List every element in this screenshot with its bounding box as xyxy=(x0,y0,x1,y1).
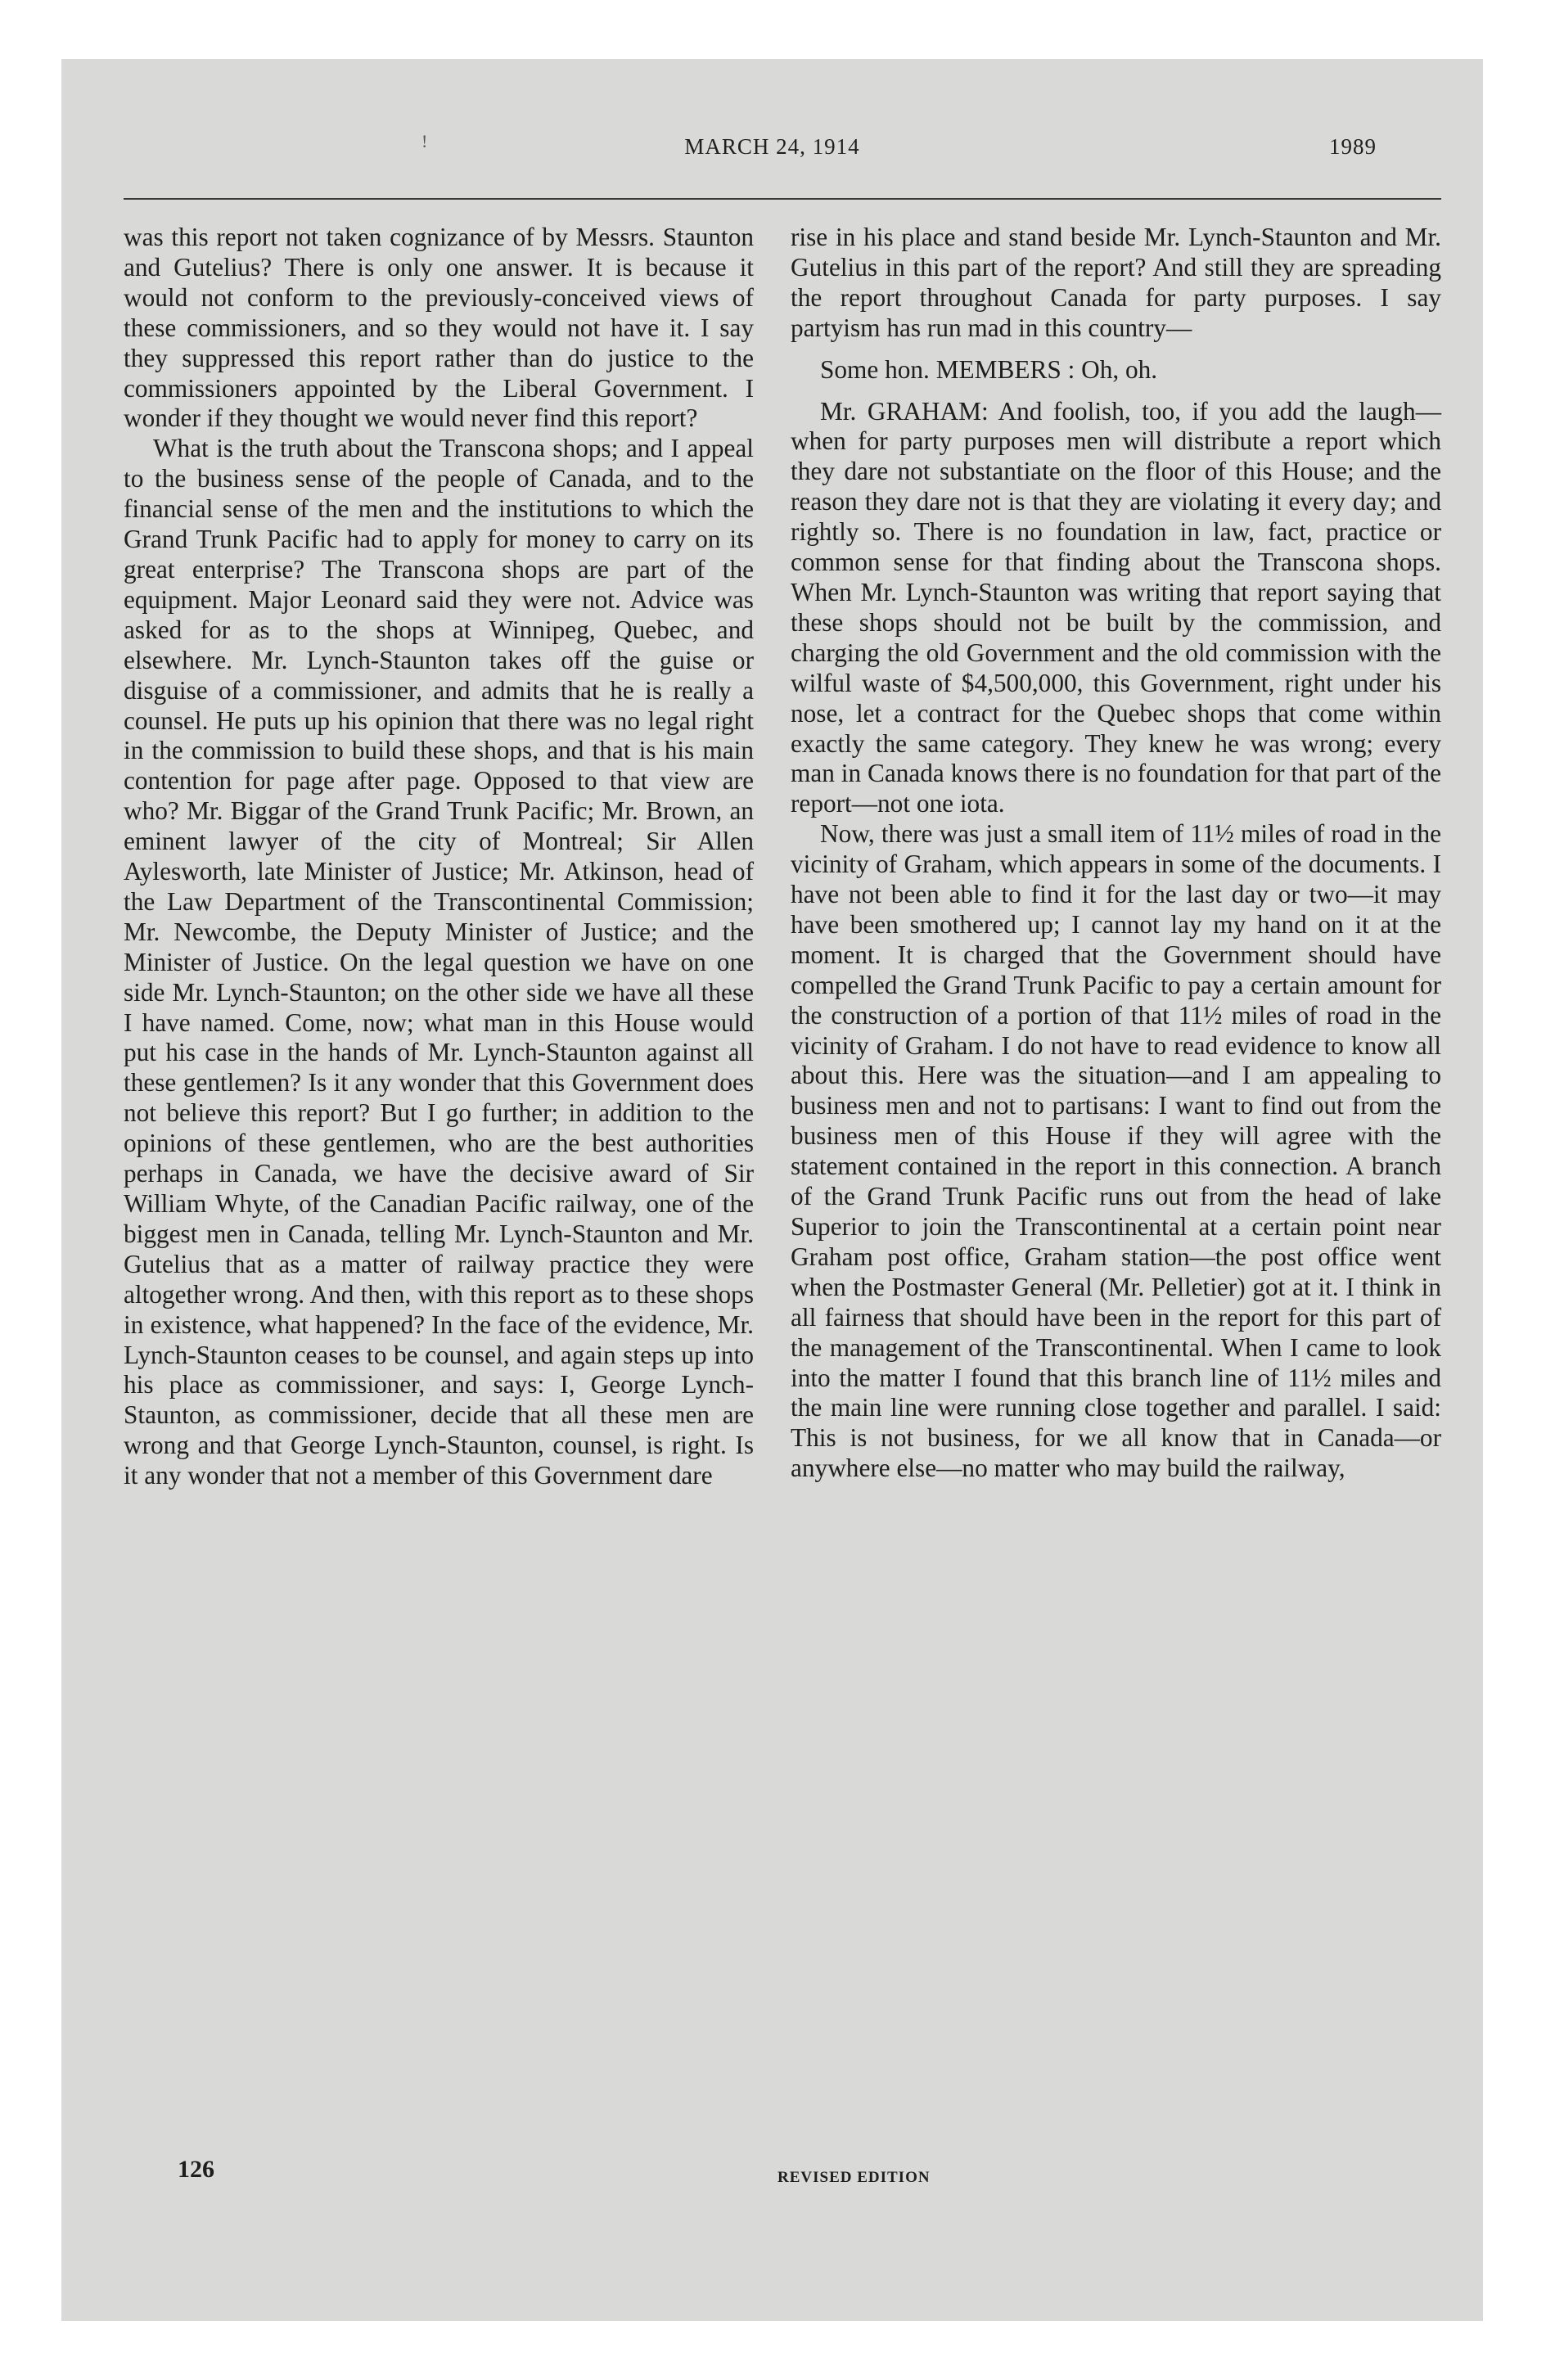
page-header xyxy=(61,131,1483,167)
header-mark: ! xyxy=(421,131,429,151)
header-rule xyxy=(124,198,1441,200)
left-paragraph-1: was this report not taken cognizance of by Messrs. Staunton and Gutelius? There is only one answer. It is because it would not conform to the previously-conceived views of these commissioners, and so they would not have it. I say they suppressed this report rather than do justice to the commissioners appointed by the Liberal Government. I wonder if they thought we would never find this report? xyxy=(124,223,754,433)
signature-number: 126 xyxy=(178,2156,214,2183)
header-date: MARCH 24, 1914 xyxy=(684,134,860,159)
right-paragraph-graham: Mr. GRAHAM: And foolish, too, if you add the laugh—when for party purposes men will distribute a report which they dare not substantiate on the floor of this House; and the reason they dare not is that they are violating it every day; and rightly so. There is no foundation in law, fact, practice or common sense for that finding about the Transcona shops. When Mr. Lynch-Staunton was writing that report saying that these shops should not be built by the commission, and charging the old Government and the old commission with the wilful waste of $4,500,000, this Government, right under his nose, let a contract for the Quebec shops that come within exactly the same category. They knew he was wrong; every man in Canada knows there is no foundation for that part of the report—not one iota. xyxy=(791,396,1441,818)
header-page-number: 1989 xyxy=(1329,134,1377,159)
right-paragraph-1: rise in his place and stand beside Mr. Lynch-Staunton and Mr. Gutelius in this part of the report? And still they are spreading the report throughout Canada for party purposes. I say partyism has run mad in this country— xyxy=(791,223,1441,342)
edition-label: REVISED EDITION xyxy=(778,2169,931,2186)
left-column xyxy=(124,223,754,1491)
right-paragraph-members: Some hon. MEMBERS : Oh, oh. xyxy=(820,354,1158,384)
hansard-page xyxy=(61,59,1483,2321)
right-paragraph-4: Now, there was just a small item of 11½ miles of road in the vicinity of Graham, which appears in some of the documents. I have not been able to find it for the last day or two—it may have been smothered up; I cannot lay my hand on it at the moment. It is charged that the Government should have compelled the Grand Trunk Pacific to pay a certain amount for the construction of a portion of that 11½ miles of road in the vicinity of Graham. I do not have to read evidence to know all about this. Here was the situation—and I am appealing to business men and not to partisans: I want to find out from the business men of this House if they will agree with the statement contained in the report in this connection. A branch of the Grand Trunk Pacific runs out from the head of lake Superior to join the Transcontinental at a certain point near Graham post office, Graham station—the post office went when the Postmaster General (Mr. Pelletier) got at it. I think in all fairness that should have been in the report for this part of the management of the Transcontinental. When I came to look into the matter I found that this branch line of 11½ miles and the main line were running close together and parallel. I said: This is not business, for we all know that in Canada—or anywhere else—no matter who may build the railway, xyxy=(791,819,1441,1483)
right-column xyxy=(791,223,1441,1484)
left-paragraph-2: What is the truth about the Transcona shops; and I appeal to the business sense of the people of Canada, and to the financial sense of the men and the institutions to which the Grand Trunk Pacific had to apply for money to carry on its great enterprise? The Transcona shops are part of the equipment. Major Leonard said they were not. Advice was asked for as to the shops at Winnipeg, Quebec, and elsewhere. Mr. Lynch-Staunton takes off the guise or disguise of a commissioner, and admits that he is really a counsel. He puts up his opinion that there was no legal right in the commission to build these shops, and that is his main contention for page after page. Opposed to that view are who? Mr. Biggar of the Grand Trunk Pacific; Mr. Brown, an eminent lawyer of the city of Montreal; Sir Allen Aylesworth, late Minister of Justice; Mr. Atkinson, head of the Law Department of the Transcontinental Commission; Mr. Newcombe, the Deputy Minister of Justice; and the Minister of Justice. On the legal question we have on one side Mr. Lynch-Staunton; on the other side we have all these I have named. Come, now; what man in this House would put his case in the hands of Mr. Lynch-Staunton against all these gentlemen? Is it any wonder that this Government does not believe this report? But I go further; in addition to the opinions of these gentlemen, who are the best authorities perhaps in Canada, we have the decisive award of Sir William Whyte, of the Canadian Pacific railway, one of the biggest men in Canada, telling Mr. Lynch-Staunton and Mr. Gutelius that as a matter of railway practice they were altogether wrong. And then, with this report as to these shops in existence, what happened? In the face of the evidence, Mr. Lynch-Staunton ceases to be counsel, and again steps up into his place as commissioner, and says: I, George Lynch-Staunton, as commissioner, decide that all these men are wrong and that George Lynch-Staunton, counsel, is right. Is it any wonder that not a member of this Government dare xyxy=(124,434,754,1490)
